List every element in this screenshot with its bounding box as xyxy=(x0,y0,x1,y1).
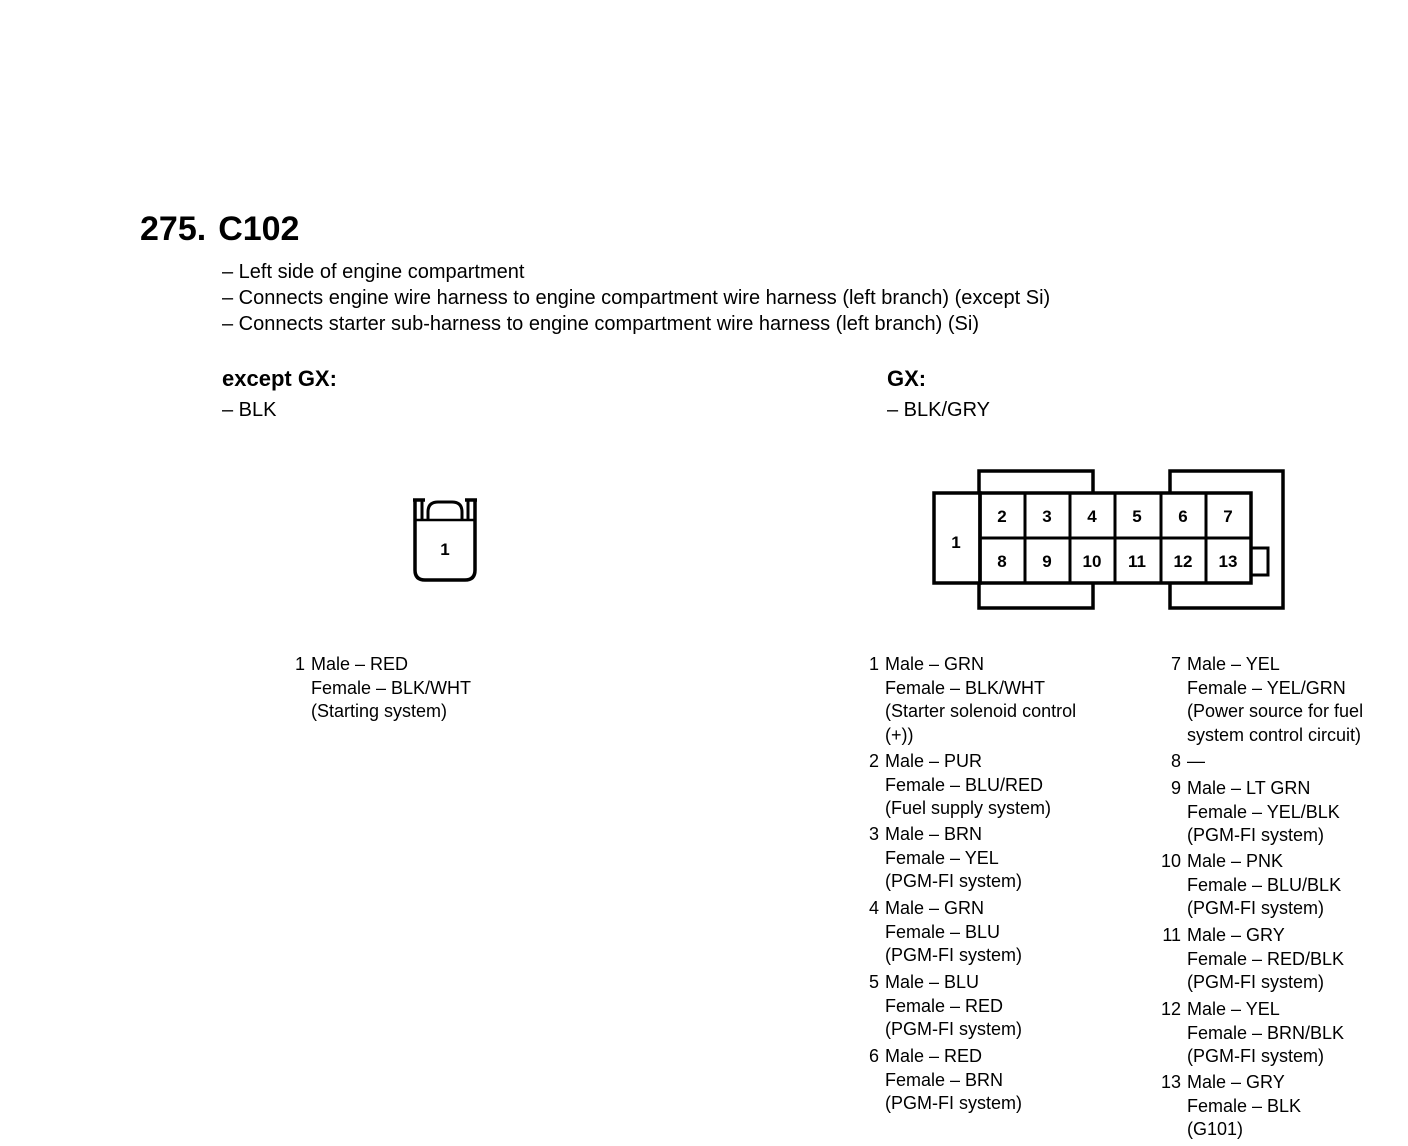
pin-female-wire: Female – BLU xyxy=(885,921,1001,942)
pin-circuit: (PGM-FI system) xyxy=(885,1093,1022,1113)
pin-number: 7 xyxy=(1170,654,1181,674)
pin-circuit: (PGM-FI system) xyxy=(1187,972,1324,992)
pin-unused: — xyxy=(1187,751,1205,771)
diagram-pin-10: 10 xyxy=(1082,552,1102,571)
pin-circuit: (G101) xyxy=(1187,1119,1244,1139)
pin-circuit: (Power source for fuel xyxy=(1187,701,1364,721)
pin-male-wire: Male – LT GRN xyxy=(1187,778,1311,798)
pin-female-wire: Female – BLK/WHT xyxy=(311,677,472,698)
pin-female-wire: Female – BRN xyxy=(885,1069,1004,1090)
description-connects-except-si: – Connects engine wire harness to engine compartment wire harness (left branch) (except Si) xyxy=(222,287,1051,309)
pin-female-wire: Female – BLK xyxy=(1187,1095,1302,1116)
pin-female-wire: Female – BLU/BLK xyxy=(1187,874,1342,895)
diagram-pin-6: 6 xyxy=(1178,507,1188,526)
pin-female-wire: Female – YEL/GRN xyxy=(1187,677,1346,698)
connector-code: C102 xyxy=(218,210,300,248)
pin-number: 13 xyxy=(1161,1072,1182,1092)
bottom-left-tab xyxy=(979,583,1093,608)
diagram-pin-11: 11 xyxy=(1128,552,1146,571)
pin-circuit: (PGM-FI system) xyxy=(885,871,1022,891)
pin-number: 12 xyxy=(1161,999,1182,1019)
pin-male-wire: Male – PNK xyxy=(1187,851,1284,871)
diagram-pin-8: 8 xyxy=(997,552,1007,571)
except-gx-connector-diagram xyxy=(400,490,490,590)
gx-heading: GX: xyxy=(887,366,927,391)
pin-male-wire: Male – RED xyxy=(311,654,409,674)
diagram-pin-3: 3 xyxy=(1042,507,1052,526)
pin-female-wire: Female – BLU/RED xyxy=(885,774,1044,795)
pin-number: 5 xyxy=(868,972,879,992)
diagram-pin-4: 4 xyxy=(1087,507,1097,526)
pin-number: 8 xyxy=(1170,751,1181,771)
connector-number: 275. xyxy=(140,210,207,248)
diagram-pin-13: 13 xyxy=(1218,552,1238,571)
pin-number: 1 xyxy=(868,654,879,674)
pin-circuit-cont: system control circuit) xyxy=(1187,724,1362,745)
pin-circuit: (PGM-FI system) xyxy=(885,945,1022,965)
gx-connector-diagram xyxy=(925,460,1295,620)
pin-circuit: (PGM-FI system) xyxy=(885,1019,1022,1039)
pin-circuit: (Starting system) xyxy=(311,701,448,721)
diagram-pin-5: 5 xyxy=(1132,507,1142,526)
pin-number: 11 xyxy=(1162,925,1181,945)
description-location: – Left side of engine compartment xyxy=(222,261,525,283)
diagram-pin-12: 12 xyxy=(1173,552,1193,571)
except-gx-color: – BLK xyxy=(222,399,277,421)
pin-male-wire: Male – PUR xyxy=(885,751,983,771)
pin-female-wire: Female – YEL xyxy=(885,847,999,868)
pin-number: 9 xyxy=(1170,778,1181,798)
page-title xyxy=(140,210,299,249)
pin-female-wire: Female – YEL/BLK xyxy=(1187,801,1340,822)
diagram-pin-9: 9 xyxy=(1042,552,1052,571)
diagram-pin-1: 1 xyxy=(440,540,450,559)
pin-female-wire: Female – RED xyxy=(885,995,1004,1016)
pin-number: 4 xyxy=(868,898,879,918)
pin-male-wire: Male – YEL xyxy=(1187,999,1280,1019)
pin-male-wire: Male – BRN xyxy=(885,824,983,844)
pin-circuit: (Fuel supply system) xyxy=(885,798,1052,818)
pin-number: 10 xyxy=(1161,851,1182,871)
pin-number: 2 xyxy=(868,751,879,771)
pin-circuit: (Starter solenoid control xyxy=(885,701,1077,721)
diagram-pin-1: 1 xyxy=(951,533,961,552)
latch-tab xyxy=(1251,548,1268,575)
except-gx-heading: except GX: xyxy=(222,366,337,391)
gx-color: – BLK/GRY xyxy=(887,399,991,421)
latch-arc xyxy=(428,502,462,520)
pin-male-wire: Male – GRY xyxy=(1187,925,1285,945)
diagram-pin-7: 7 xyxy=(1223,507,1233,526)
pin-female-wire: Female – BLK/WHT xyxy=(885,677,1046,698)
description-connects-si: – Connects starter sub-harness to engine compartment wire harness (left branch) (Si) xyxy=(222,313,980,335)
diagram-pin-2: 2 xyxy=(997,507,1007,526)
pin-circuit: (PGM-FI system) xyxy=(1187,825,1324,845)
pin-male-wire: Male – BLU xyxy=(885,972,980,992)
pin-number: 6 xyxy=(868,1046,879,1066)
pin-male-wire: Male – GRN xyxy=(885,898,985,918)
pin-male-wire: Male – GRY xyxy=(1187,1072,1285,1092)
pin-number: 1 xyxy=(294,654,305,674)
pin-male-wire: Male – YEL xyxy=(1187,654,1280,674)
pin-circuit: (PGM-FI system) xyxy=(1187,898,1324,918)
pin-male-wire: Male – GRN xyxy=(885,654,985,674)
pin-circuit: (PGM-FI system) xyxy=(1187,1046,1324,1066)
pin-female-wire: Female – RED/BLK xyxy=(1187,948,1345,969)
pin-female-wire: Female – BRN/BLK xyxy=(1187,1022,1345,1043)
pin-number: 3 xyxy=(868,824,879,844)
pin-male-wire: Male – RED xyxy=(885,1046,983,1066)
top-left-tab xyxy=(979,471,1093,493)
pin-circuit-cont: (+)) xyxy=(885,724,914,745)
